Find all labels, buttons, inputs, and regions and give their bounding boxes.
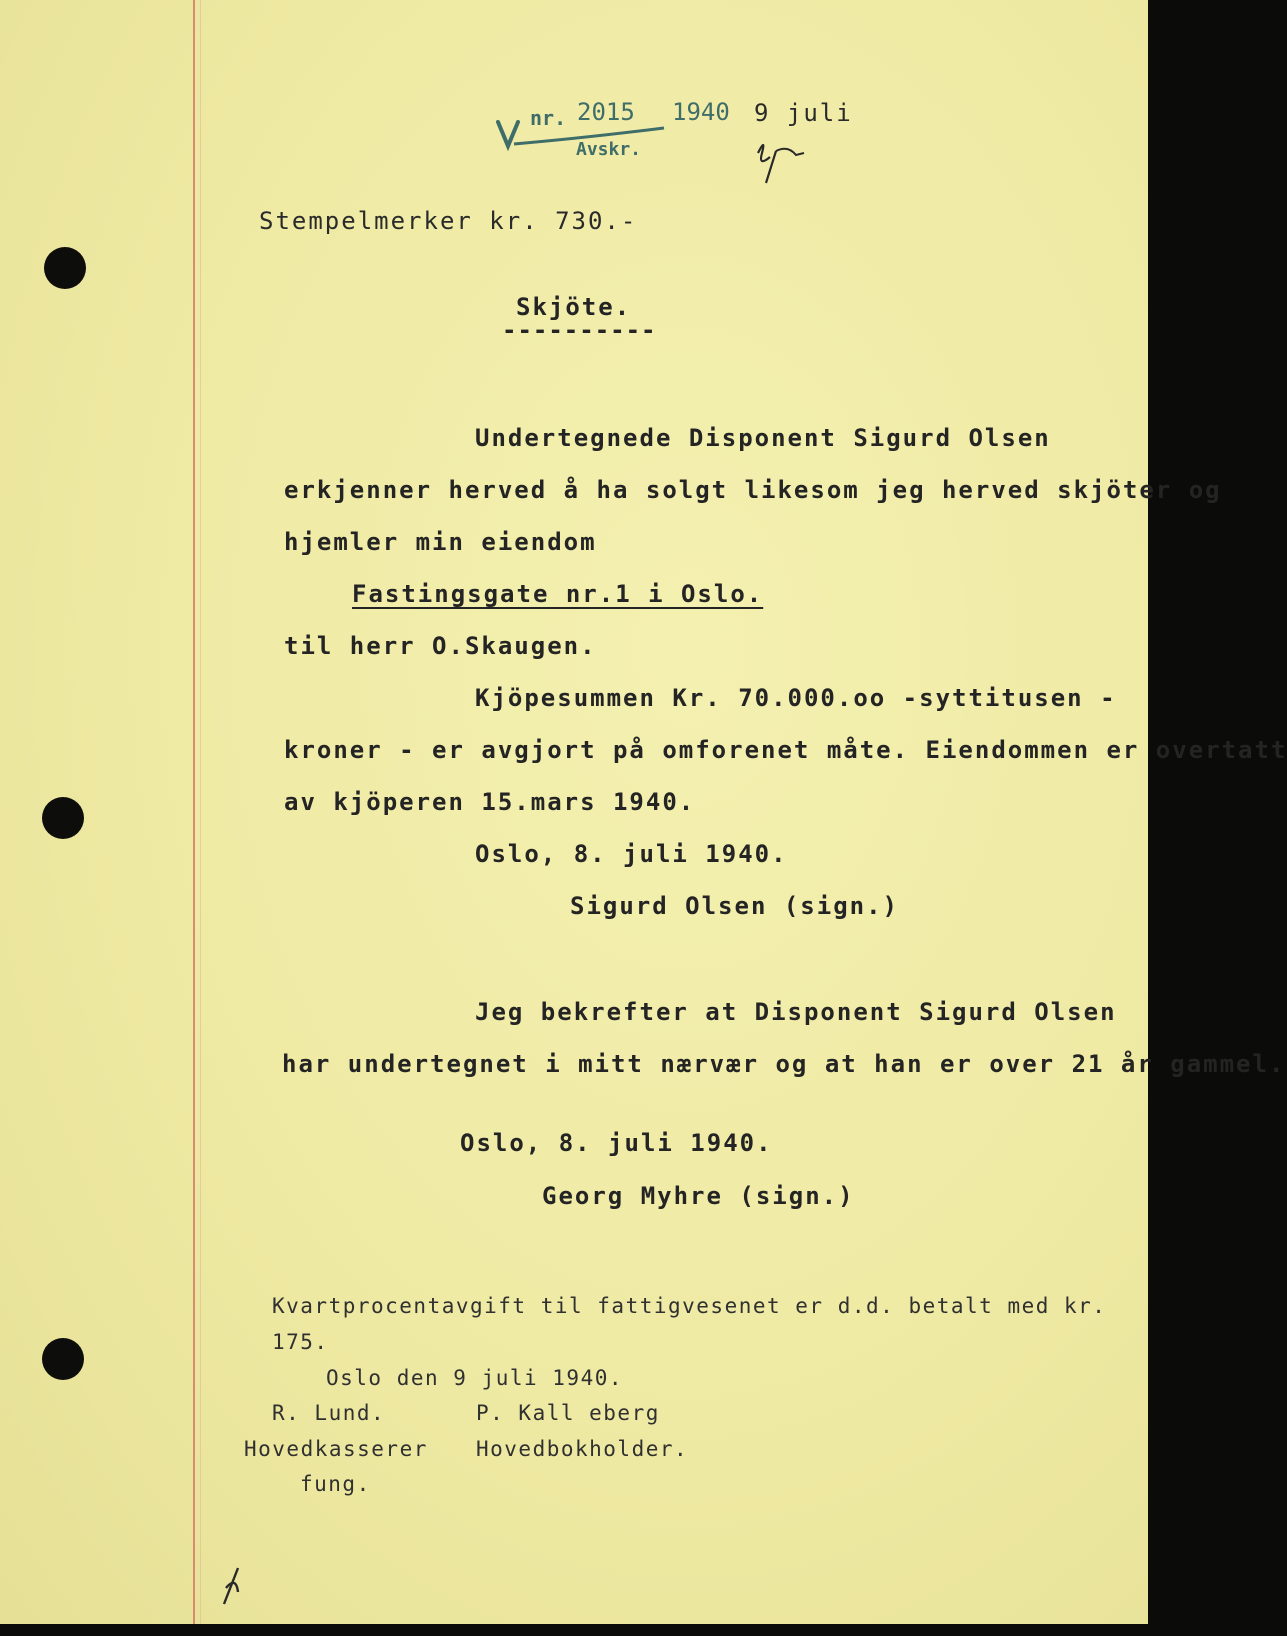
cashier-name: R. Lund. bbox=[272, 1401, 386, 1425]
punch-hole-top bbox=[44, 247, 86, 289]
stamp-number: 2015 bbox=[577, 98, 635, 126]
margin-line bbox=[193, 0, 195, 1624]
date-line: Oslo, 8. juli 1940. bbox=[475, 840, 788, 868]
property-address: Fastingsgate nr.1 i Oslo. bbox=[352, 580, 764, 608]
fee-amount: 175. bbox=[272, 1330, 329, 1354]
body-line: til herr O.Skaugen. bbox=[284, 632, 597, 660]
body-line: Undertegnede Disponent Sigurd Olsen bbox=[475, 424, 1051, 452]
cashier-subtitle: fung. bbox=[300, 1472, 371, 1496]
stamp-avskr: Avskr. bbox=[576, 139, 642, 160]
margin-line-shadow bbox=[200, 0, 201, 1624]
signature-line: Georg Myhre (sign.) bbox=[542, 1182, 855, 1210]
body-line: har undertegnet i mitt nærvær og at han er over 21 år gammel. bbox=[282, 1050, 1286, 1078]
body-line: av kjöperen 15.mars 1940. bbox=[284, 788, 696, 816]
punch-hole-bottom bbox=[42, 1338, 84, 1380]
fee-line: Kvartprocentavgift til fattigvesenet er d.d. betalt med kr. bbox=[272, 1294, 1107, 1318]
document-title: Skjöte. bbox=[516, 293, 632, 321]
cashier-title: Hovedkasserer bbox=[244, 1437, 428, 1461]
body-line: Jeg bekrefter at Disponent Sigurd Olsen bbox=[475, 998, 1117, 1026]
stamp-prefix: nr. bbox=[530, 106, 567, 130]
bookkeeper-title: Hovedbokholder. bbox=[476, 1437, 689, 1461]
signature-line: Sigurd Olsen (sign.) bbox=[570, 892, 899, 920]
body-line: Kjöpesummen Kr. 70.000.oo -syttitusen - bbox=[475, 684, 1117, 712]
punch-hole-middle bbox=[42, 797, 84, 839]
stamp-date: 9 juli bbox=[754, 99, 853, 127]
body-line: hjemler min eiendom bbox=[284, 528, 597, 556]
stamp-year: 1940 bbox=[672, 98, 730, 126]
page-number-mark bbox=[216, 1562, 256, 1612]
stamp-duty-line: Stempelmerker kr. 730.- bbox=[259, 207, 638, 235]
fee-date: Oslo den 9 juli 1940. bbox=[326, 1366, 624, 1390]
date-line: Oslo, 8. juli 1940. bbox=[460, 1129, 773, 1157]
title-rule: ---------- bbox=[502, 316, 657, 344]
body-line: erkjenner herved å ha solgt likesom jeg herved skjöter og bbox=[284, 476, 1222, 504]
body-line: kroner - er avgjort på omforenet måte. Eiendommen er overtatt bbox=[284, 736, 1287, 764]
initials-mark bbox=[752, 133, 812, 189]
bookkeeper-name: P. Kall eberg bbox=[476, 1401, 660, 1425]
